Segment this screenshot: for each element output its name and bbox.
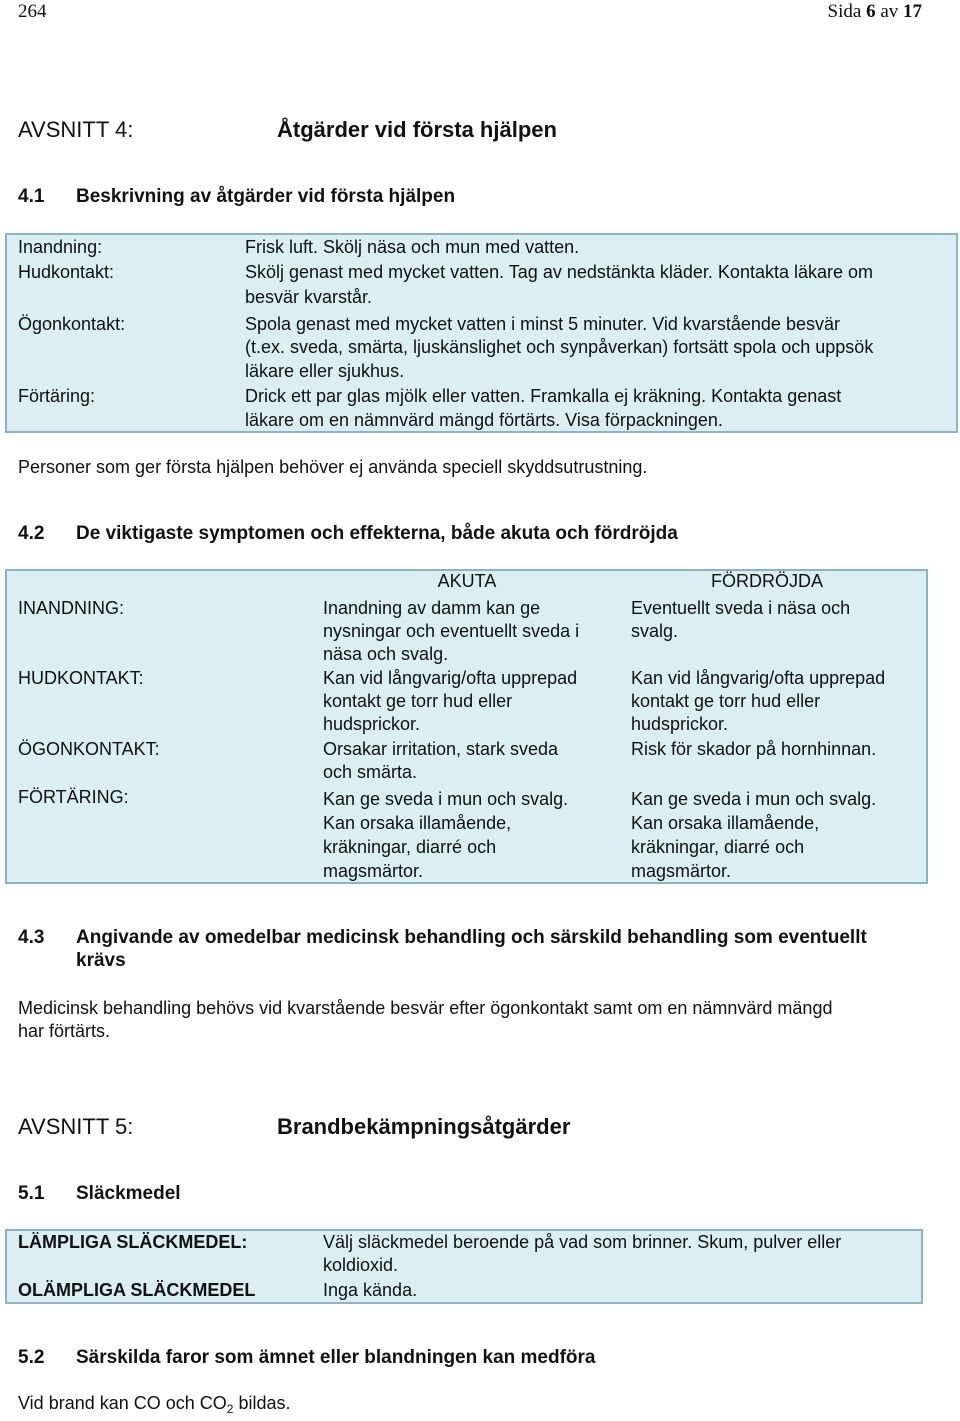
sub41-title: Beskrivning av åtgärder vid första hjälpen <box>76 186 456 207</box>
symptom-label-eye: ÖGONKONTAKT: <box>18 739 160 759</box>
sub52-num: 5.2 <box>18 1347 45 1368</box>
page-current: 6 <box>866 1 876 22</box>
symptom-delayed-inhalation-2: svalg. <box>631 621 679 641</box>
sub41-num: 4.1 <box>18 186 45 207</box>
first-aid-text-eye-1: Spola genast med mycket vatten i minst 5 minuter. Vid kvarstående besvär <box>245 314 840 334</box>
page-number: 264 <box>18 1 47 22</box>
symptom-acute-ingestion-3: kräkningar, diarré och <box>323 837 497 857</box>
symptom-delayed-ingestion-2: Kan orsaka illamående, <box>631 813 820 833</box>
symptom-delayed-ingestion-3: kräkningar, diarré och <box>631 837 805 857</box>
sub51-title: Släckmedel <box>76 1183 181 1204</box>
sub43-num: 4.3 <box>18 927 45 948</box>
first-aid-text-ingestion-2: läkare om en nämnvärd mängd förtärts. Visa förpackningen. <box>245 410 723 430</box>
sub43-title-1: Angivande av omedelbar medicinsk behandling och särskild behandling som eventuellt <box>76 927 867 948</box>
symptom-delayed-skin-1: Kan vid långvarig/ofta upprepad <box>631 668 886 688</box>
symptom-acute-ingestion-4: magsmärtor. <box>323 861 424 881</box>
symptom-label-inhalation: INANDNING: <box>18 598 125 618</box>
section4-label: AVSNITT 4: <box>18 117 134 142</box>
treatment-text-1: Medicinsk behandling behövs vid kvarstående besvär efter ögonkontakt samt om en nämnvärd mängd <box>18 998 833 1018</box>
first-aid-text-eye-3: läkare eller sjukhus. <box>245 361 405 381</box>
symptom-acute-ingestion-2: Kan orsaka illamående, <box>323 813 512 833</box>
first-aid-text-inhalation: Frisk luft. Skölj näsa och mun med vatten. <box>245 237 580 257</box>
symptoms-col-delayed: FÖRDRÖJDA <box>711 571 823 591</box>
fire-hazard-before: Vid brand kan CO och CO <box>18 1393 227 1413</box>
sub52-title: Särskilda faror som ämnet eller blandningen kan medföra <box>76 1347 596 1368</box>
symptom-acute-eye-2: och smärta. <box>323 762 418 782</box>
first-aid-text-skin-2: besvär kvarstår. <box>245 287 373 307</box>
symptom-acute-eye-1: Orsakar irritation, stark sveda <box>323 739 559 759</box>
suitable-media-label: LÄMPLIGA SLÄCKMEDEL: <box>18 1232 248 1252</box>
symptom-acute-ingestion-1: Kan ge sveda i mun och svalg. <box>323 789 569 809</box>
symptom-acute-skin-3: hudsprickor. <box>323 714 421 734</box>
protection-note: Personer som ger första hjälpen behöver ej använda speciell skyddsutrustning. <box>18 457 648 477</box>
first-aid-label-skin: Hudkontakt: <box>18 262 115 282</box>
symptoms-col-acute: AKUTA <box>437 571 497 591</box>
page-total: 17 <box>903 1 922 22</box>
first-aid-text-ingestion-1: Drick ett par glas mjölk eller vatten. Framkalla ej kräkning. Kontakta genast <box>245 386 842 406</box>
first-aid-label-ingestion: Förtäring: <box>18 386 96 406</box>
symptom-delayed-skin-3: hudsprickor. <box>631 714 729 734</box>
symptom-delayed-ingestion-4: magsmärtor. <box>631 861 732 881</box>
unsuitable-media-label: OLÄMPLIGA SLÄCKMEDEL <box>18 1280 256 1300</box>
symptom-acute-skin-2: kontakt ge torr hud eller <box>323 691 513 711</box>
sub51-num: 5.1 <box>18 1183 45 1204</box>
symptom-acute-skin-1: Kan vid långvarig/ofta upprepad <box>323 668 578 688</box>
symptom-acute-inhalation-2: nysningar och eventuellt sveda i <box>323 621 580 641</box>
symptom-delayed-inhalation-1: Eventuellt sveda i näsa och <box>631 598 851 618</box>
first-aid-text-eye-2: (t.ex. sveda, smärta, ljuskänslighet och synpåverkan) fortsätt spola och uppsök <box>245 337 874 357</box>
fire-hazard-text <box>18 1392 291 1421</box>
first-aid-label-inhalation: Inandning: <box>18 237 103 257</box>
sub42-num: 4.2 <box>18 523 45 544</box>
page-indicator <box>828 1 922 23</box>
first-aid-label-eye: Ögonkontakt: <box>18 314 126 334</box>
symptom-delayed-ingestion-1: Kan ge sveda i mun och svalg. <box>631 789 877 809</box>
section5-title: Brandbekämpningsåtgärder <box>277 1114 571 1139</box>
symptom-acute-inhalation-3: näsa och svalg. <box>323 644 449 664</box>
page-prefix: Sida <box>827 1 862 22</box>
symptom-label-ingestion: FÖRTÄRING: <box>18 787 129 807</box>
sub42-title: De viktigaste symptomen och effekterna, både akuta och fördröjda <box>76 523 678 544</box>
sub43-title-2: krävs <box>76 950 126 971</box>
section4-title: Åtgärder vid första hjälpen <box>277 117 557 142</box>
symptom-delayed-skin-2: kontakt ge torr hud eller <box>631 691 821 711</box>
page-of: av <box>880 1 899 22</box>
symptom-label-skin: HUDKONTAKT: <box>18 668 144 688</box>
section5-label: AVSNITT 5: <box>18 1114 134 1139</box>
symptom-acute-inhalation-1: Inandning av damm kan ge <box>323 598 541 618</box>
treatment-text-2: har förtärts. <box>18 1021 111 1041</box>
suitable-media-text-2: koldioxid. <box>323 1255 399 1275</box>
first-aid-text-skin-1: Skölj genast med mycket vatten. Tag av nedstänkta kläder. Kontakta läkare om <box>245 262 874 282</box>
suitable-media-text-1: Välj släckmedel beroende på vad som brinner. Skum, pulver eller <box>323 1232 842 1252</box>
unsuitable-media-text: Inga kända. <box>323 1280 418 1300</box>
fire-hazard-after: bildas. <box>233 1393 291 1413</box>
fire-hazard-subscript: 2 <box>226 1402 234 1416</box>
symptom-delayed-eye-1: Risk för skador på hornhinnan. <box>631 739 877 759</box>
